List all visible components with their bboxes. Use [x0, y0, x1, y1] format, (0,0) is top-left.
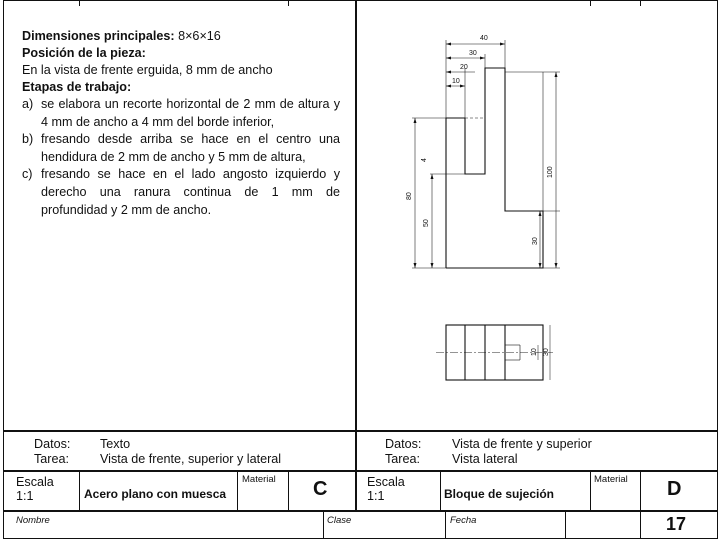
escala-value-right: 1:1 — [367, 489, 385, 503]
dimensions-value: 8×6×16 — [178, 29, 221, 43]
cell-divider — [237, 470, 238, 510]
cell-divider — [590, 470, 591, 510]
escala-label-left: Escala — [16, 475, 54, 489]
position-text: En la vista de frente erguida, 8 mm de ancho — [22, 63, 273, 77]
cell-divider — [440, 470, 441, 510]
step-text: fresando se hace en el lado angosto izquierdo y derecho una ranura continua de 1 mm de profundidad y 2 mm de ancho. — [41, 167, 340, 217]
datos-label-left: Datos: — [34, 437, 71, 451]
step-marker: c) — [22, 167, 33, 182]
material-label-right: Material — [594, 474, 628, 485]
title-row-line — [3, 470, 718, 472]
dim-label: 20 — [460, 64, 468, 71]
dim-label: 30 — [543, 348, 550, 356]
nombre-label: Nombre — [16, 515, 50, 526]
cell-divider — [288, 470, 289, 510]
step-text: se elabora un recorte horizontal de 2 mm de altura y 4 mm de ancho a 4 mm del borde inferior, — [41, 97, 340, 129]
tarea-value-left: Vista de frente, superior y lateral — [100, 452, 282, 466]
clase-label: Clase — [327, 515, 352, 526]
cell-divider — [565, 510, 566, 539]
letter-right: D — [667, 478, 682, 500]
datos-value-right: Vista de frente y superior — [452, 437, 592, 451]
front-view — [446, 68, 543, 268]
steps-label: Etapas de trabajo: — [22, 80, 132, 94]
bottom-row-line — [3, 510, 718, 512]
datos-value-left: Texto — [100, 437, 131, 451]
tarea-value-right: Vista lateral — [452, 452, 518, 466]
dimensions-label: Dimensiones principales: — [22, 29, 175, 43]
cell-divider — [323, 510, 324, 539]
tarea-label-right: Tarea: — [385, 452, 421, 466]
cell-divider — [79, 470, 80, 510]
datos-label-right: Datos: — [385, 437, 422, 451]
fecha-label: Fecha — [450, 515, 477, 526]
dim-label: 100 — [547, 166, 554, 178]
dim-label: 10 — [531, 348, 538, 356]
position-label: Posición de la pieza: — [22, 46, 146, 60]
title-right: Bloque de sujeción — [444, 487, 555, 501]
dim-label: 30 — [469, 50, 477, 57]
tarea-label-left: Tarea: — [34, 452, 70, 466]
dim-label: 4 — [421, 158, 428, 162]
front-view-outline — [446, 68, 543, 268]
dimension-lines — [412, 40, 560, 268]
dim-label: 50 — [423, 219, 430, 227]
material-label-left: Material — [242, 474, 276, 485]
cell-divider — [640, 470, 641, 539]
dim-label: 10 — [452, 78, 460, 85]
step-text: fresando desde arriba se hace en el centro una hendidura de 2 mm de ancho y 5 mm de altura, — [41, 132, 340, 164]
dim-label: 30 — [532, 237, 539, 245]
cell-divider — [445, 510, 446, 539]
step-marker: b) — [22, 132, 34, 147]
footer-top-line — [3, 430, 718, 432]
escala-label-right: Escala — [367, 475, 405, 489]
page-number: 17 — [666, 514, 687, 534]
title-left: Acero plano con muesca — [84, 487, 227, 501]
letter-left: C — [313, 478, 328, 500]
escala-value-left: 1:1 — [16, 489, 34, 503]
dim-label: 80 — [406, 192, 413, 200]
dim-label: 40 — [480, 35, 488, 42]
step-marker: a) — [22, 97, 34, 111]
